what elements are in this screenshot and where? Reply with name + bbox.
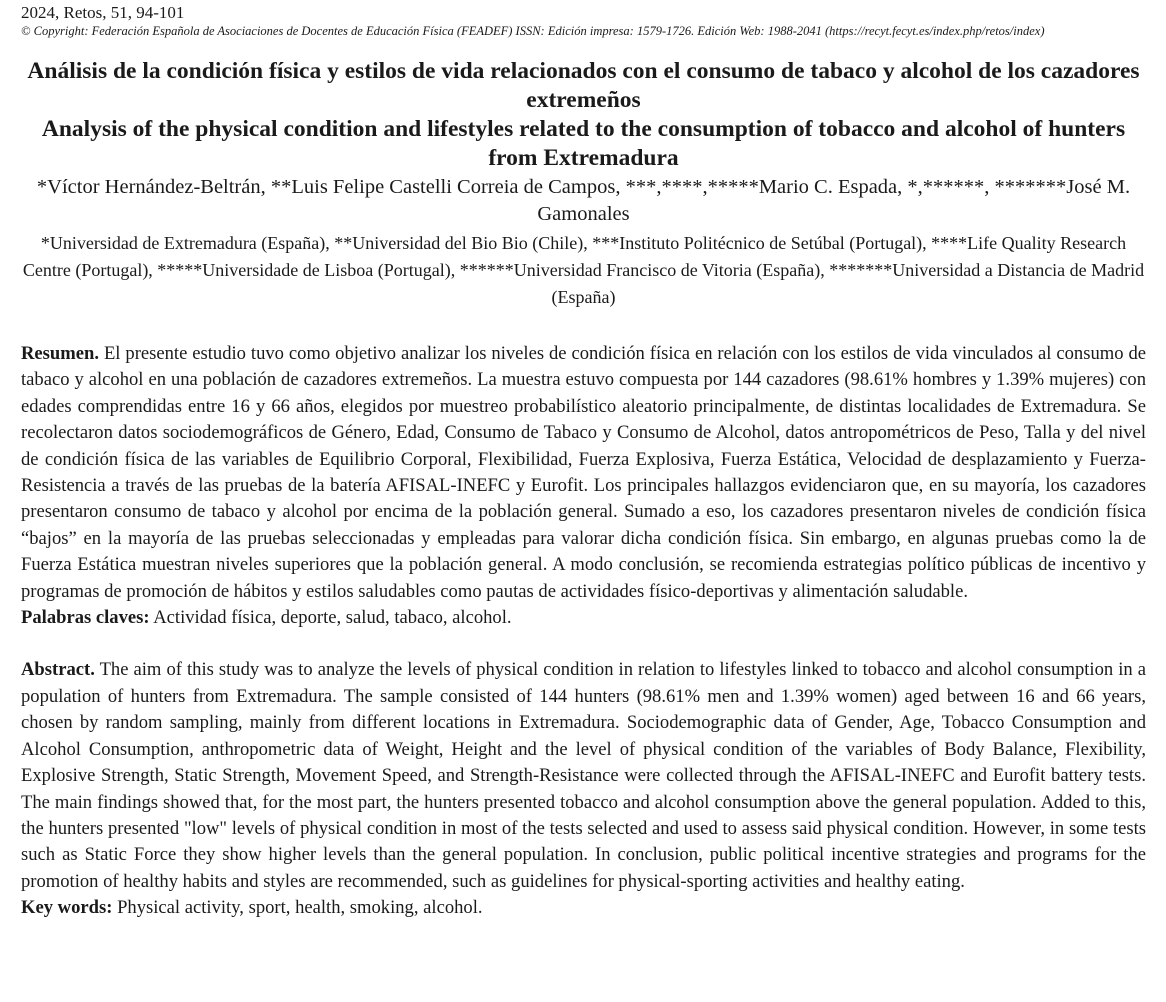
title-spanish: Análisis de la condición física y estilos de vida relacionados con el consumo de tabaco y alcohol de los cazadores extremeños bbox=[27, 58, 1140, 113]
abstract-paragraph bbox=[21, 657, 1146, 895]
title-english: Analysis of the physical condition and lifestyles related to the consumption of tobacco and alcohol of hunters from Extremadura bbox=[41, 116, 1126, 171]
abstract-text: The aim of this study was to analyze the levels of physical condition in relation to lifestyles linked to tobacco and alcohol consumption in a population of hunters from Extremadura. The sample consisted of 144 hunters (98.61% men and 1.39% women) aged between 16 and 66 years, chosen by random sampling, mainly from different locations in Extremadura. Sociodemographic data of Gender, Age, Tobacco Consumption and Alcohol Consumption, anthropometric data of Weight, Height and the level of physical condition of the variables of Body Balance, Flexibility, Explosive Strength, Static Strength, Movement Speed, and Strength-Resistance were collected through the AFISAL-INEFC and Eurofit battery tests. The main findings showed that, for the most part, the hunters presented tobacco and alcohol consumption above the general population. Added to this, the hunters presented "low" levels of physical condition in most of the tests selected and used to assess said physical condition. However, in some tests such as Static Force they show higher levels than the general population. In conclusion, public political incentive strategies and programs for the promotion of healthy habits and styles are recommended, such as guidelines for physical-sporting activities and healthy eating. bbox=[21, 659, 1147, 892]
resumen-label: Resumen. bbox=[21, 343, 99, 364]
key-words-label: Key words: bbox=[21, 897, 113, 919]
palabras-claves bbox=[21, 605, 1146, 631]
resumen-text: El presente estudio tuvo como objetivo analizar los niveles de condición física en relación con los estilos de vida vinculados al consumo de tabaco y alcohol en una población de cazadores extremeños. La muestra estuvo compuesta por 144 cazadores (98.61% hombres y 1.39% mujeres) con edades comprendidas entre 16 y 66 años, elegidos por muestreo probabilístico aleatorio principalmente, de distintas localidades de Extremadura. Se recolectaron datos sociodemográficos de Género, Edad, Consumo de Tabaco y Consumo de Alcohol, datos antropométricos de Peso, Talla y del nivel de condición física de las variables de Equilibrio Corporal, Flexibilidad, Fuerza Explosiva, Fuerza Estática, Velocidad de desplazamiento y Fuerza-Resistencia a través de las pruebas de la batería AFISAL-INEFC y Eurofit. Los principales hallazgos evidenciaron que, en su mayoría, los cazadores presentaron consumo de tabaco y alcohol por encima de la población general. Sumado a eso, los cazadores presentaron niveles de condición física “bajos” en la mayoría de las pruebas seleccionadas y empleadas para valorar dicha condición física. Sin embargo, en algunas pruebas como la de Fuerza Estática muestran niveles superiores que la población general. A modo conclusión, se recomienda estrategias político públicas de incentivo y programas de promoción de hábitos y estilos saludables como pautas de actividades físico-deportivas y alimentación saludable. bbox=[21, 343, 1146, 602]
key-words-text: Physical activity, sport, health, smoking, alcohol. bbox=[117, 897, 483, 919]
resumen-paragraph bbox=[21, 341, 1146, 605]
journal-citation: 2024, Retos, 51, 94-101 bbox=[21, 3, 185, 22]
copyright-notice: © Copyright: Federación Española de Asociaciones de Docentes de Educación Física (FEADEF) ISSN: Edición impresa: 1579-1726. Edición Web: 1988-2041 (https://recyt.fecyt.es/index.php/retos/index) bbox=[21, 24, 1045, 38]
abstract-label: Abstract. bbox=[21, 659, 95, 681]
journal-header bbox=[21, 0, 1146, 41]
palabras-claves-text: Actividad física, deporte, salud, tabaco, alcohol. bbox=[153, 607, 512, 629]
palabras-claves-label: Palabras claves: bbox=[21, 607, 150, 629]
author-list: *Víctor Hernández-Beltrán, **Luis Felipe Castelli Correia de Campos, ***,****,*****Mario C. Espada, *,******, *******José M. Gamonales bbox=[36, 176, 1131, 225]
title-block bbox=[21, 57, 1146, 173]
key-words bbox=[21, 895, 1146, 921]
affiliation-list: *Universidad de Extremadura (España), **Universidad del Bio Bio (Chile), ***Instituto Politécnico de Setúbal (Portugal), ****Life Quality Research Centre (Portugal), *****Universidade de Lisboa (Portugal), ******Universidad Francisco de Vitoria (España), *******Universidad a Distancia de Madrid (España) bbox=[22, 233, 1145, 307]
